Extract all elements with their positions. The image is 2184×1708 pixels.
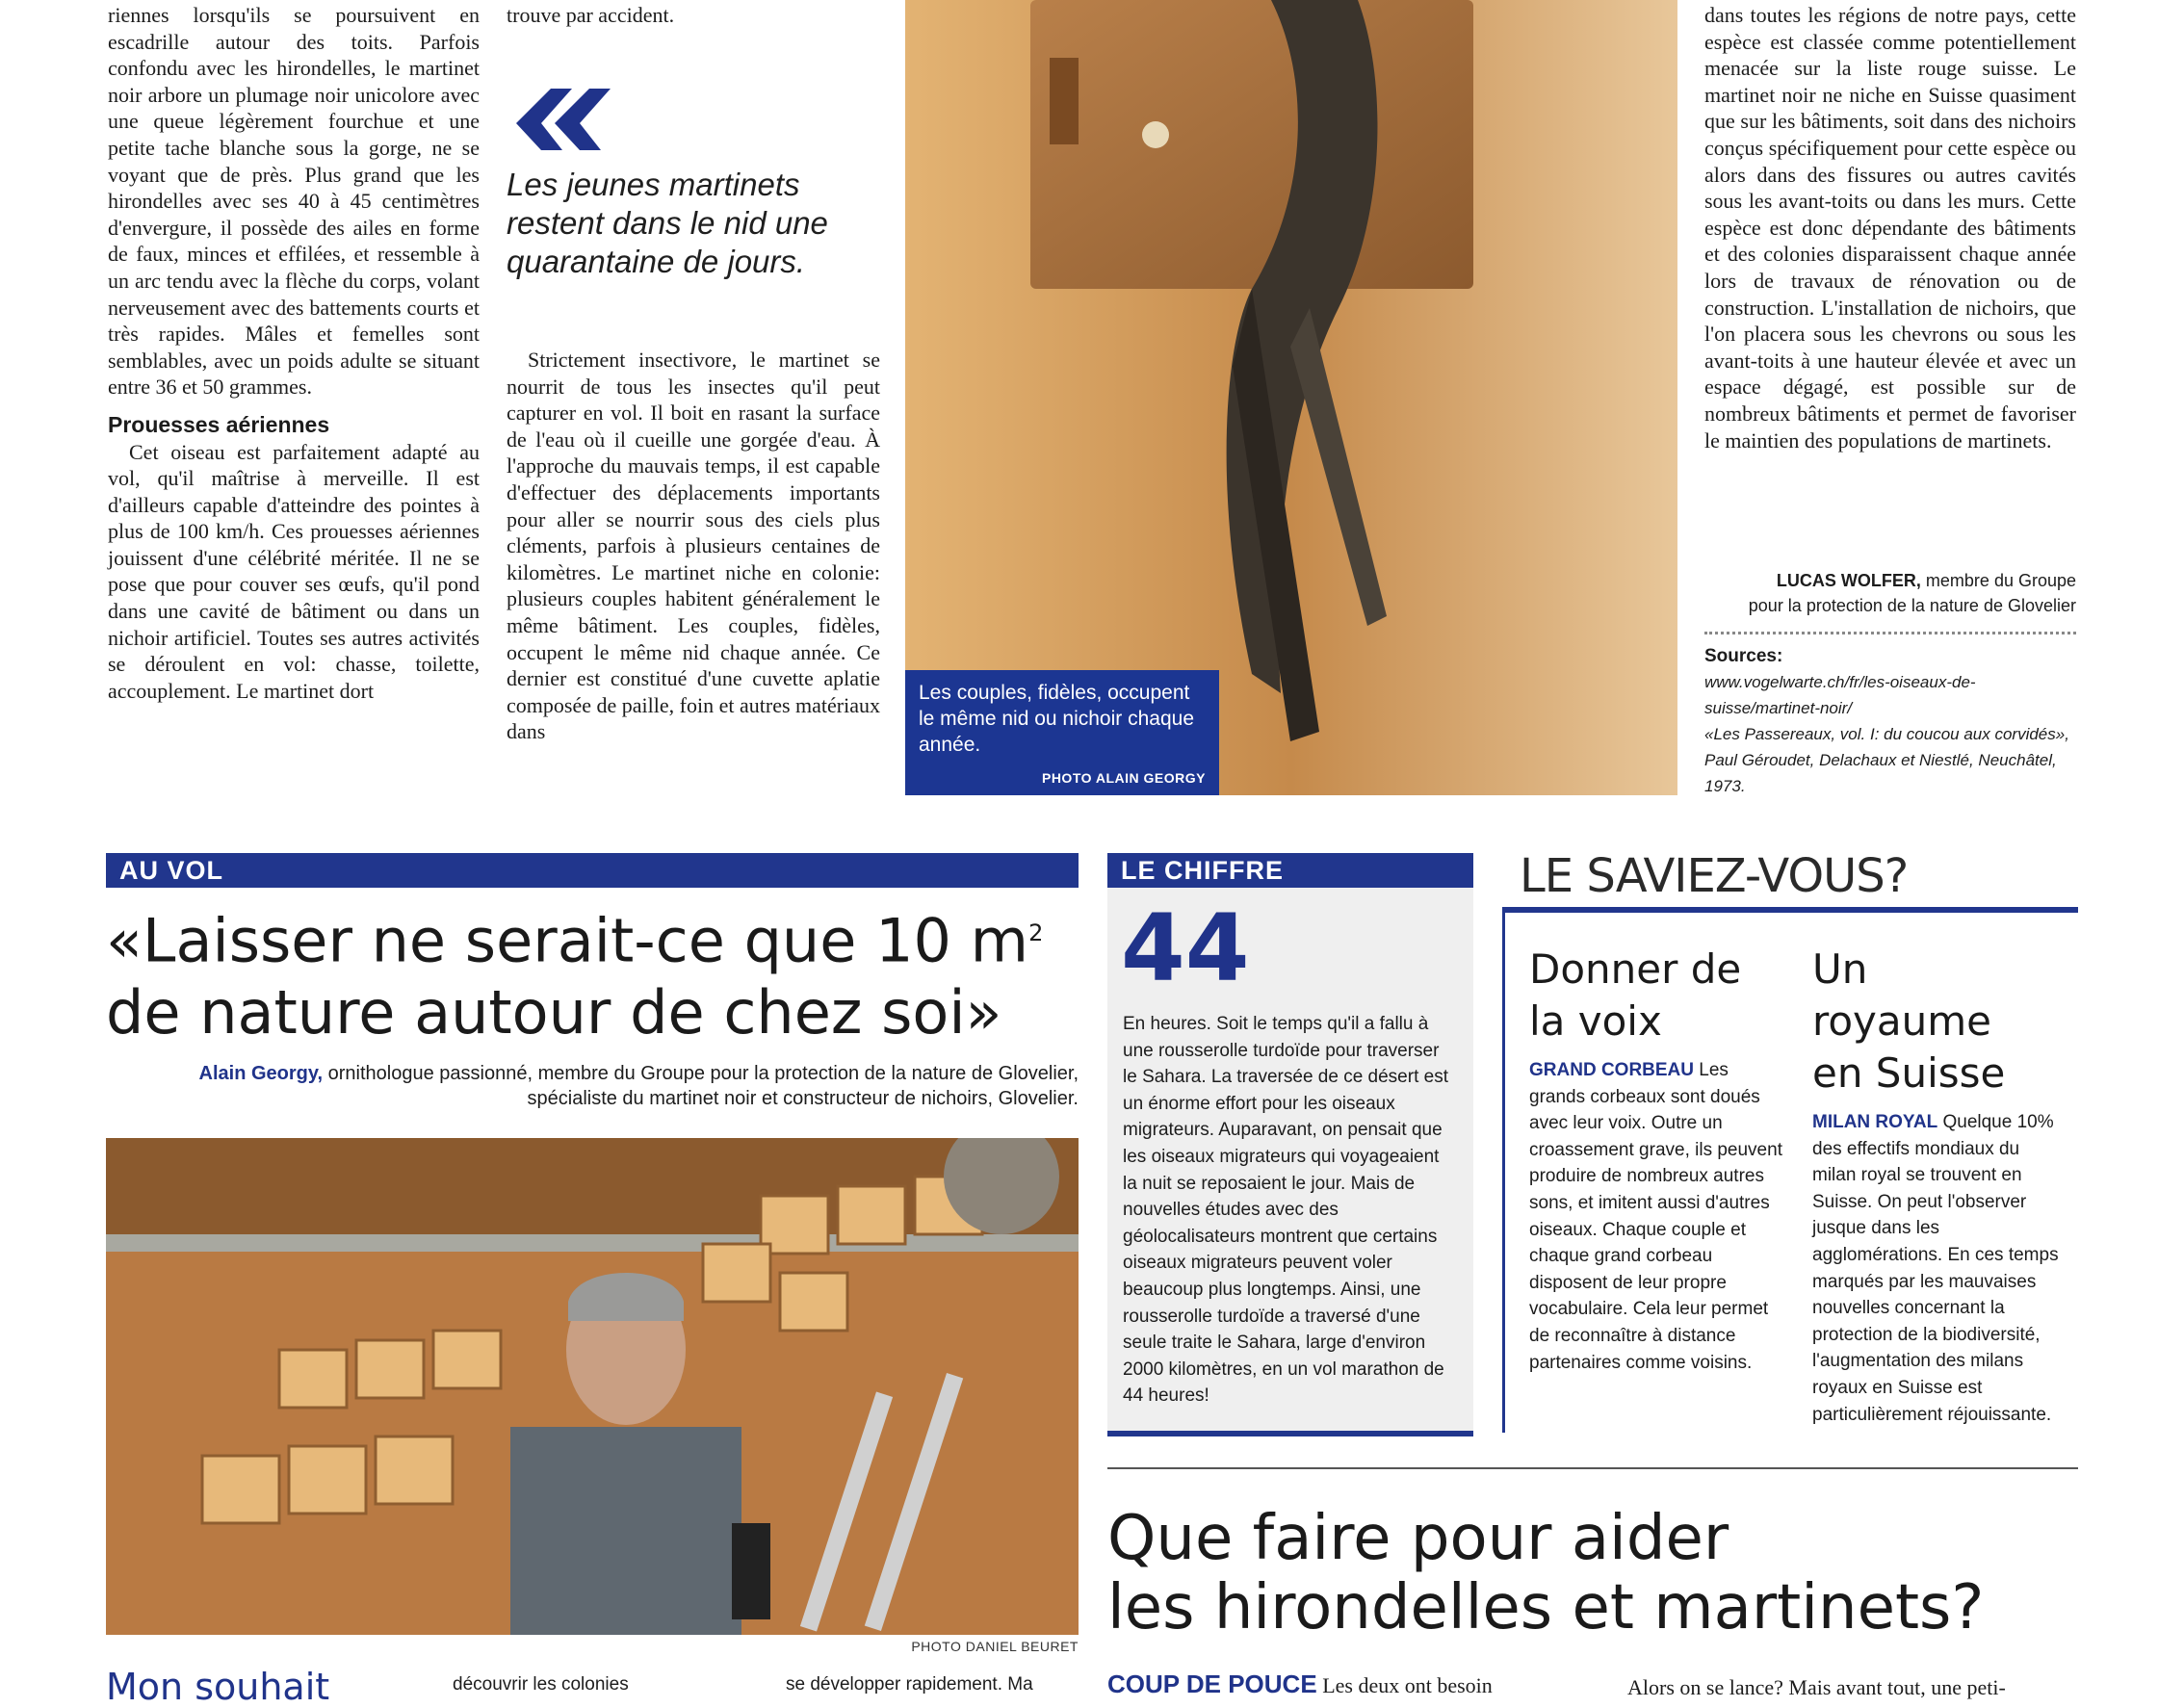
- subhead-prouesses: Prouesses aériennes: [108, 411, 330, 437]
- saviez-item1-text: Les grands corbeaux sont doués avec leur voix. Outre un croassement grave, ils peuvent produire de nombreux autres sons, et imitent aussi d'autres oiseaux. Chaque couple et chaque grand corbeau disposent de leur propre vocabulaire. Cela leur permet de reconnaître à distance partenaires comme voisins.: [1529, 1060, 1782, 1373]
- saviez-item1-title: Donner de la voix: [1529, 945, 1742, 1045]
- author-signature: [1704, 568, 2076, 618]
- coup-de-pouce-lead: COUP DE POUCE: [1107, 1669, 1317, 1698]
- source-2: «Les Passereaux, vol. I: du coucou aux corvidés», Paul Géroudet, Delachaux et Niestlé, Neuchâtel, 1973.: [1704, 725, 2069, 795]
- saviez-item1-body: [1529, 1057, 1789, 1376]
- col2-body: [507, 347, 880, 745]
- saviez-item-2: [1812, 944, 2072, 1428]
- chiffre-number: 44: [1121, 894, 1250, 1002]
- byline-text: ornithologue passionné, membre du Groupe pour la protection de la nature de Glovelier, spécialiste du martinet noir et constructeur de nichoirs, Glovelier.: [327, 1063, 1079, 1109]
- article-column-1: [108, 2, 480, 704]
- bottom-col3-fragment: se développer rapidement. Ma: [786, 1674, 1033, 1695]
- sources-block: [1704, 643, 2076, 799]
- article-column-4: [1704, 2, 2076, 453]
- que-faire-rule: [1107, 1467, 2078, 1469]
- source-1: www.vogelwarte.ch/fr/les-oiseaux-de-suisse/martinet-noir/: [1704, 673, 1976, 717]
- au-vol-byline: [106, 1061, 1079, 1111]
- chiffre-banner: LE CHIFFRE: [1107, 853, 1473, 888]
- author-name: LUCAS WOLFER,: [1776, 571, 1921, 590]
- saviez-rule: [1502, 907, 2078, 913]
- saviez-item2-lead: MILAN ROYAL: [1812, 1112, 1938, 1132]
- pull-quote: Les jeunes martinets restent dans le nid une quarantaine de jours.: [507, 167, 828, 279]
- author-role-2: pour la protection de la nature de Glovelier: [1748, 596, 2076, 615]
- que-faire-col2-text: Alors on se lance? Mais avant tout, une peti-: [1627, 1675, 2006, 1699]
- au-vol-headline: [106, 897, 1088, 1048]
- georgy-photo-credit: PHOTO DANIEL BEURET: [911, 1639, 1079, 1654]
- sources-label: Sources:: [1704, 646, 1783, 666]
- byline-name: Alain Georgy,: [198, 1063, 324, 1084]
- chiffre-box: [1107, 853, 1473, 1436]
- saviez-item-1: [1529, 944, 1789, 1376]
- que-faire-col1: [1107, 1669, 1589, 1700]
- col2-fragment: trouve par accident.: [507, 3, 675, 27]
- divider-dotted: [1704, 632, 2076, 634]
- col4-paragraph: dans toutes les régions de notre pays, cette espèce est classée comme potentiellement menacée sur la liste rouge suisse. Le martinet noir ne niche en Suisse quasiment que sur les bâtiments, soit dans des nichoirs conçus spécifiquement pour cette espèce ou alors dans des fissures ou autres cavités sous les avant-toits ou dans les murs. Cette espèce est donc dépendante des bâtiments et des colonies disparaissent chaque année lors de travaux de rénovation ou de construction. L'installation de nichoirs, que l'on placera sous les chevrons ou sous les avant-toits à une hauteur élevée et avec un espace dégagé, est possible sur de nombreux bâtiments et permet de favoriser le maintien des populations de martinets.: [1704, 3, 2076, 453]
- col1-paragraph-1: riennes lorsqu'ils se poursuivent en escadrille autour des toits. Parfois confondu avec les hirondelles, le martinet noir arbore un plumage noir unicolore avec une queue légèrement fourchue et une petite tache blanche sous la gorge, ne se voyant que de près. Plus grand que les hirondelles avec ses 40 à 45 centimètres d'envergure, il possède des ailes en forme de faux, minces et effilées, et ressemble à un arc tendu avec la flèche du corps, volant nerveusement avec des battements courts et très rapides. Mâles et femelles sont semblables, avec un poids adulte se situant entre 36 et 50 grammes.: [108, 3, 480, 400]
- article-column-2: [507, 2, 880, 29]
- mon-souhait-heading: Mon souhait: [106, 1666, 330, 1708]
- georgy-photo-illustration: [106, 1138, 1079, 1635]
- photo-credit: PHOTO ALAIN GEORGY: [1041, 770, 1206, 786]
- au-vol-headline-sup: 2: [1028, 919, 1044, 946]
- saviez-vertical-rule: [1502, 913, 1505, 1433]
- georgy-photo: [106, 1138, 1079, 1635]
- photo-caption: Les couples, fidèles, occupent le même nid ou nichoir chaque année.: [919, 682, 1195, 756]
- author-role: membre du Groupe: [1925, 571, 2076, 590]
- que-faire-headline: [1107, 1504, 2080, 1643]
- au-vol-headline-line2: de nature autour de chez soi»: [106, 976, 1002, 1048]
- quote-mark-icon: [512, 81, 628, 168]
- que-faire-line2: les hirondelles et martinets?: [1107, 1572, 1985, 1643]
- col2-paragraph: Strictement insectivore, le martinet se nourrit de tous les insectes qu'il peut capturer en vol. Il boit en rasant la surface de l'eau où il cueille une gorgée d'eau. À l'approche du mauvais temps, il est capable d'effectuer des déplacements importants pour aller se nourrir sous des ciels plus cléments, parfois à plusieurs centaines de kilomètres. Le martinet niche en colonie: plusieurs couples habitent généralement le même bâtiment. Les couples, fidèles, occupent le même nid chaque année. Ce dernier est constitué d'une cuvette aplatie composée de paille, foin et autres matériaux dans: [507, 348, 880, 744]
- saviez-item2-body: [1812, 1109, 2059, 1428]
- au-vol-headline-line1: «Laisser ne serait-ce que 10 m: [106, 905, 1029, 976]
- saviez-title: LE SAVIEZ-VOUS?: [1520, 849, 1909, 903]
- saviez-item2-title: Un royaume en Suisse: [1812, 945, 2006, 1097]
- col1-paragraph-2: Cet oiseau est parfaitement adapté au vol, qu'il maîtrise à merveille. Il est d'ailleurs capable d'atteindre des pointes à plus de 100 km/h. Ces prouesses aériennes jouissent d'une célébrité méritée. Il ne se pose que pour couver ses œufs, qu'il pond dans une cavité de bâtiment ou dans un nichoir artificiel. Toutes ses autres activités se déroulent en vol: chasse, toilette, accouplement. Le martinet dort: [108, 439, 480, 703]
- que-faire-col1-text: Les deux ont besoin: [1322, 1673, 1493, 1697]
- au-vol-banner: AU VOL: [106, 853, 1079, 888]
- saviez-item2-text: Quelque 10% des effectifs mondiaux du milan royal se trouvent en Suisse. On peut l'observer jusque dans les agglomérations. En ces temps marqués par les mauvaises nouvelles concernant la protection de la biodiversité, l'augmentation des milans royaux en Suisse est particulièrement réjouissante.: [1812, 1112, 2059, 1425]
- photo-caption-box: [905, 670, 1219, 795]
- saviez-item1-lead: GRAND CORBEAU: [1529, 1060, 1694, 1080]
- chiffre-text: En heures. Soit le temps qu'il a fallu à une rousserolle turdoïde pour traverser le Sahara. La traversée de ce désert est un énorme effort pour les oiseaux migrateurs. Auparavant, on pensait que les oiseaux migrateurs qui voyageaient la nuit se reposaient le jour. Mais de nouvelles études avec des géolocalisateurs montrent que certains oiseaux migrateurs peuvent voler beaucoup plus longtemps. Ainsi, une rousserolle turdoïde a traversé d'une seule traite le Sahara, large d'environ 2000 kilomètres, en un vol marathon de 44 heures!: [1123, 1014, 1448, 1407]
- bottom-col2-fragment: découvrir les colonies: [453, 1674, 629, 1695]
- que-faire-line1: Que faire pour aider: [1107, 1503, 1729, 1574]
